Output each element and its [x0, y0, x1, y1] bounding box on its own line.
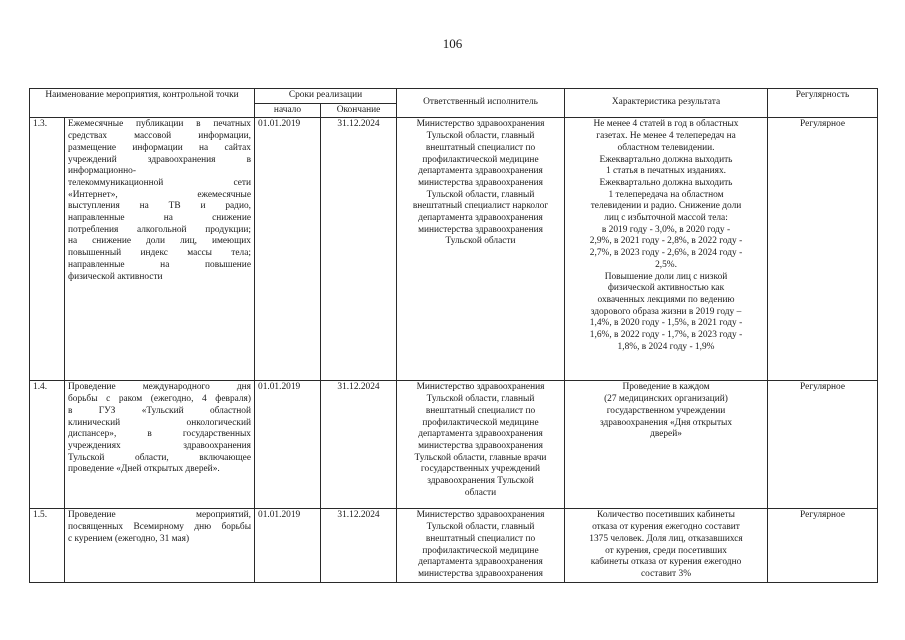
activity-name-line: клинический онкологический	[68, 417, 251, 428]
regularity-value: Регулярное	[768, 381, 878, 509]
row-number: 1.5.	[30, 509, 65, 582]
result-line: Количество посетивших кабинеты	[597, 510, 735, 521]
activity-name-line: физической активности	[68, 271, 163, 282]
end-date: 31.12.2024	[321, 509, 397, 582]
result-line: лиц с избыточной массой тела:	[604, 213, 728, 224]
result-line: 2,5%.	[655, 259, 677, 270]
header-end: Окончание	[321, 103, 397, 118]
activity-name-line: Проведение мероприятий,	[68, 510, 251, 521]
table-row	[30, 118, 878, 381]
activity-name	[65, 381, 255, 509]
result-line: Ежеквартально должна выходить	[599, 154, 733, 165]
end-date: 31.12.2024	[321, 118, 397, 381]
responsible-executor	[397, 509, 565, 582]
result-line: Не менее 4 статей в год в областных	[593, 119, 739, 130]
result-line: охваченных лекциями по ведению	[597, 294, 735, 305]
regularity-value: Регулярное	[768, 118, 878, 381]
result-description	[565, 118, 768, 381]
row-number: 1.3.	[30, 118, 65, 381]
activity-name-line: Проведение международного дня	[68, 382, 251, 393]
result-line: 1,8%, в 2024 году - 1,9%	[617, 341, 715, 352]
activity-name-line: борьбы с раком (ежегодно, 4 февраля)	[68, 394, 251, 405]
responsible-executor	[397, 118, 565, 381]
result-line: 1 статья в печатных изданиях.	[605, 166, 726, 177]
executor-line: Тульской области, главные врачи	[414, 452, 547, 463]
result-line: кабинеты отказа от курения ежегодно	[590, 557, 742, 568]
result-line: Проведение в каждом	[622, 382, 710, 393]
activity-name-line: проведение «Дней открытых дверей».	[68, 464, 220, 475]
header-start: начало	[255, 103, 321, 118]
activity-name-line: средствах массовой информации,	[68, 131, 251, 142]
executor-line: внештатный специалист по	[425, 405, 536, 416]
activity-name-line: Тульской области, включающее	[68, 452, 251, 463]
header-name: Наименование мероприятия, контрольной точки	[30, 89, 255, 118]
table-header	[30, 89, 878, 118]
result-line: Повышение доли лиц с низкой	[604, 271, 728, 282]
result-line: телевидении и радио. Снижение доли	[590, 201, 742, 212]
executor-line: внештатный специалист нарколог	[412, 201, 549, 212]
result-line: (27 медицинских организаций)	[604, 394, 728, 405]
activity-name-line: потребления алкогольной продукции;	[68, 224, 251, 235]
result-description	[565, 381, 768, 509]
result-line: составит 3%	[641, 568, 691, 579]
executor-line: Тульской области	[445, 236, 516, 247]
executor-line: департамента здравоохранения	[418, 166, 543, 177]
activities-table	[29, 88, 878, 583]
activity-name-line: учреждений здравоохранения в	[68, 154, 251, 165]
executor-line: Тульской области, главный	[426, 522, 535, 533]
executor-line: министерства здравоохранения	[418, 440, 543, 451]
executor-line: департамента здравоохранения	[418, 213, 543, 224]
row-number: 1.4.	[30, 381, 65, 509]
result-line: государственном учреждении	[606, 405, 726, 416]
result-line: в 2019 году - 3,0%, в 2020 году -	[601, 224, 731, 235]
executor-line: профилактической медицине	[422, 545, 539, 556]
activity-name-line: с курением (ежегодно, 31 мая)	[68, 533, 190, 544]
executor-line: Министерство здравоохранения	[416, 382, 545, 393]
header-regularity: Регулярность	[768, 89, 878, 118]
result-line: областном телевидении.	[617, 142, 715, 153]
executor-line: профилактической медицине	[422, 154, 539, 165]
activity-name-line: «Интернет», ежемесячные	[68, 189, 251, 200]
activity-name-line: учреждениях здравоохранения	[68, 440, 251, 451]
result-line: здорового образа жизни в 2019 году –	[590, 306, 742, 317]
activity-name-line: Ежемесячные публикации в печатных	[68, 119, 251, 130]
result-line: 1375 человек. Доля лиц, отказавшихся	[589, 533, 743, 544]
executor-line: здравоохранения Тульской	[427, 476, 534, 487]
activity-name-line: телекоммуникационной сети	[68, 177, 251, 188]
executor-line: профилактической медицине	[422, 417, 539, 428]
executor-line: Министерство здравоохранения	[416, 510, 545, 521]
executor-line: Тульской области, главный	[426, 189, 535, 200]
regularity-value: Регулярное	[768, 509, 878, 582]
executor-line: внештатный специалист по	[425, 142, 536, 153]
header-period: Сроки реализации	[255, 89, 397, 104]
responsible-executor	[397, 381, 565, 509]
result-line: 1,6%, в 2022 году - 1,7%, в 2023 году -	[589, 330, 743, 341]
executor-line: департамента здравоохранения	[418, 557, 543, 568]
table-body	[30, 118, 878, 582]
activity-name-line: на снижение доли лиц, имеющих	[68, 236, 251, 247]
executor-line: государственных учреждений	[420, 464, 541, 475]
activity-name	[65, 118, 255, 381]
result-line: 1 телепередача на областном	[608, 189, 724, 200]
start-date: 01.01.2019	[255, 381, 321, 509]
header-executor: Ответственный исполнитель	[397, 89, 565, 118]
page-number: 106	[442, 36, 463, 51]
header-result: Характеристика результата	[565, 89, 768, 118]
executor-line: области	[464, 487, 497, 498]
executor-line: министерства здравоохранения	[418, 224, 543, 235]
executor-line: департамента здравоохранения	[418, 429, 543, 440]
start-date: 01.01.2019	[255, 118, 321, 381]
activity-name-line: размещение информации на сайтах	[68, 142, 251, 153]
activity-name-line: повышенный индекс массы тела;	[68, 248, 251, 259]
result-line: газетах. Не менее 4 телепередач на	[596, 131, 736, 142]
executor-line: Тульской области, главный	[426, 394, 535, 405]
result-line: дверей»	[650, 429, 682, 440]
executor-line: Министерство здравоохранения	[416, 119, 545, 130]
result-line: 2,9%, в 2021 году - 2,8%, в 2022 году -	[589, 236, 743, 247]
result-line: Ежеквартально должна выходить	[599, 177, 733, 188]
activity-name-line: выступления на ТВ и радио,	[68, 201, 251, 212]
result-description	[565, 509, 768, 582]
end-date: 31.12.2024	[321, 381, 397, 509]
result-line: 1,4%, в 2020 году - 1,5%, в 2021 году -	[589, 318, 743, 329]
activity-name	[65, 509, 255, 582]
table-row	[30, 381, 878, 509]
activity-name-line: информационно-	[68, 166, 136, 177]
executor-line: министерства здравоохранения	[418, 177, 543, 188]
activity-name-line: направленные на повышение	[68, 259, 251, 270]
result-line: отказа от курения ежегодно составит	[592, 522, 740, 533]
result-line: от курения, среди посетивших	[605, 545, 727, 556]
start-date: 01.01.2019	[255, 509, 321, 582]
table-row	[30, 509, 878, 582]
result-line: 2,7%, в 2023 году - 2,6%, в 2024 году -	[589, 248, 743, 259]
executor-line: министерства здравоохранения	[418, 568, 543, 579]
executor-line: внештатный специалист по	[425, 533, 536, 544]
result-line: здравоохранения «Дня открытых	[599, 417, 733, 428]
activity-name-line: в ГУЗ «Тульский областной	[68, 405, 251, 416]
executor-line: Тульской области, главный	[426, 131, 535, 142]
result-line: физической активностью как	[607, 283, 725, 294]
activity-name-line: направленные на снижение	[68, 213, 251, 224]
activity-name-line: диспансер», в государственных	[68, 429, 251, 440]
activity-name-line: посвященных Всемирному дню борьбы	[68, 522, 251, 533]
